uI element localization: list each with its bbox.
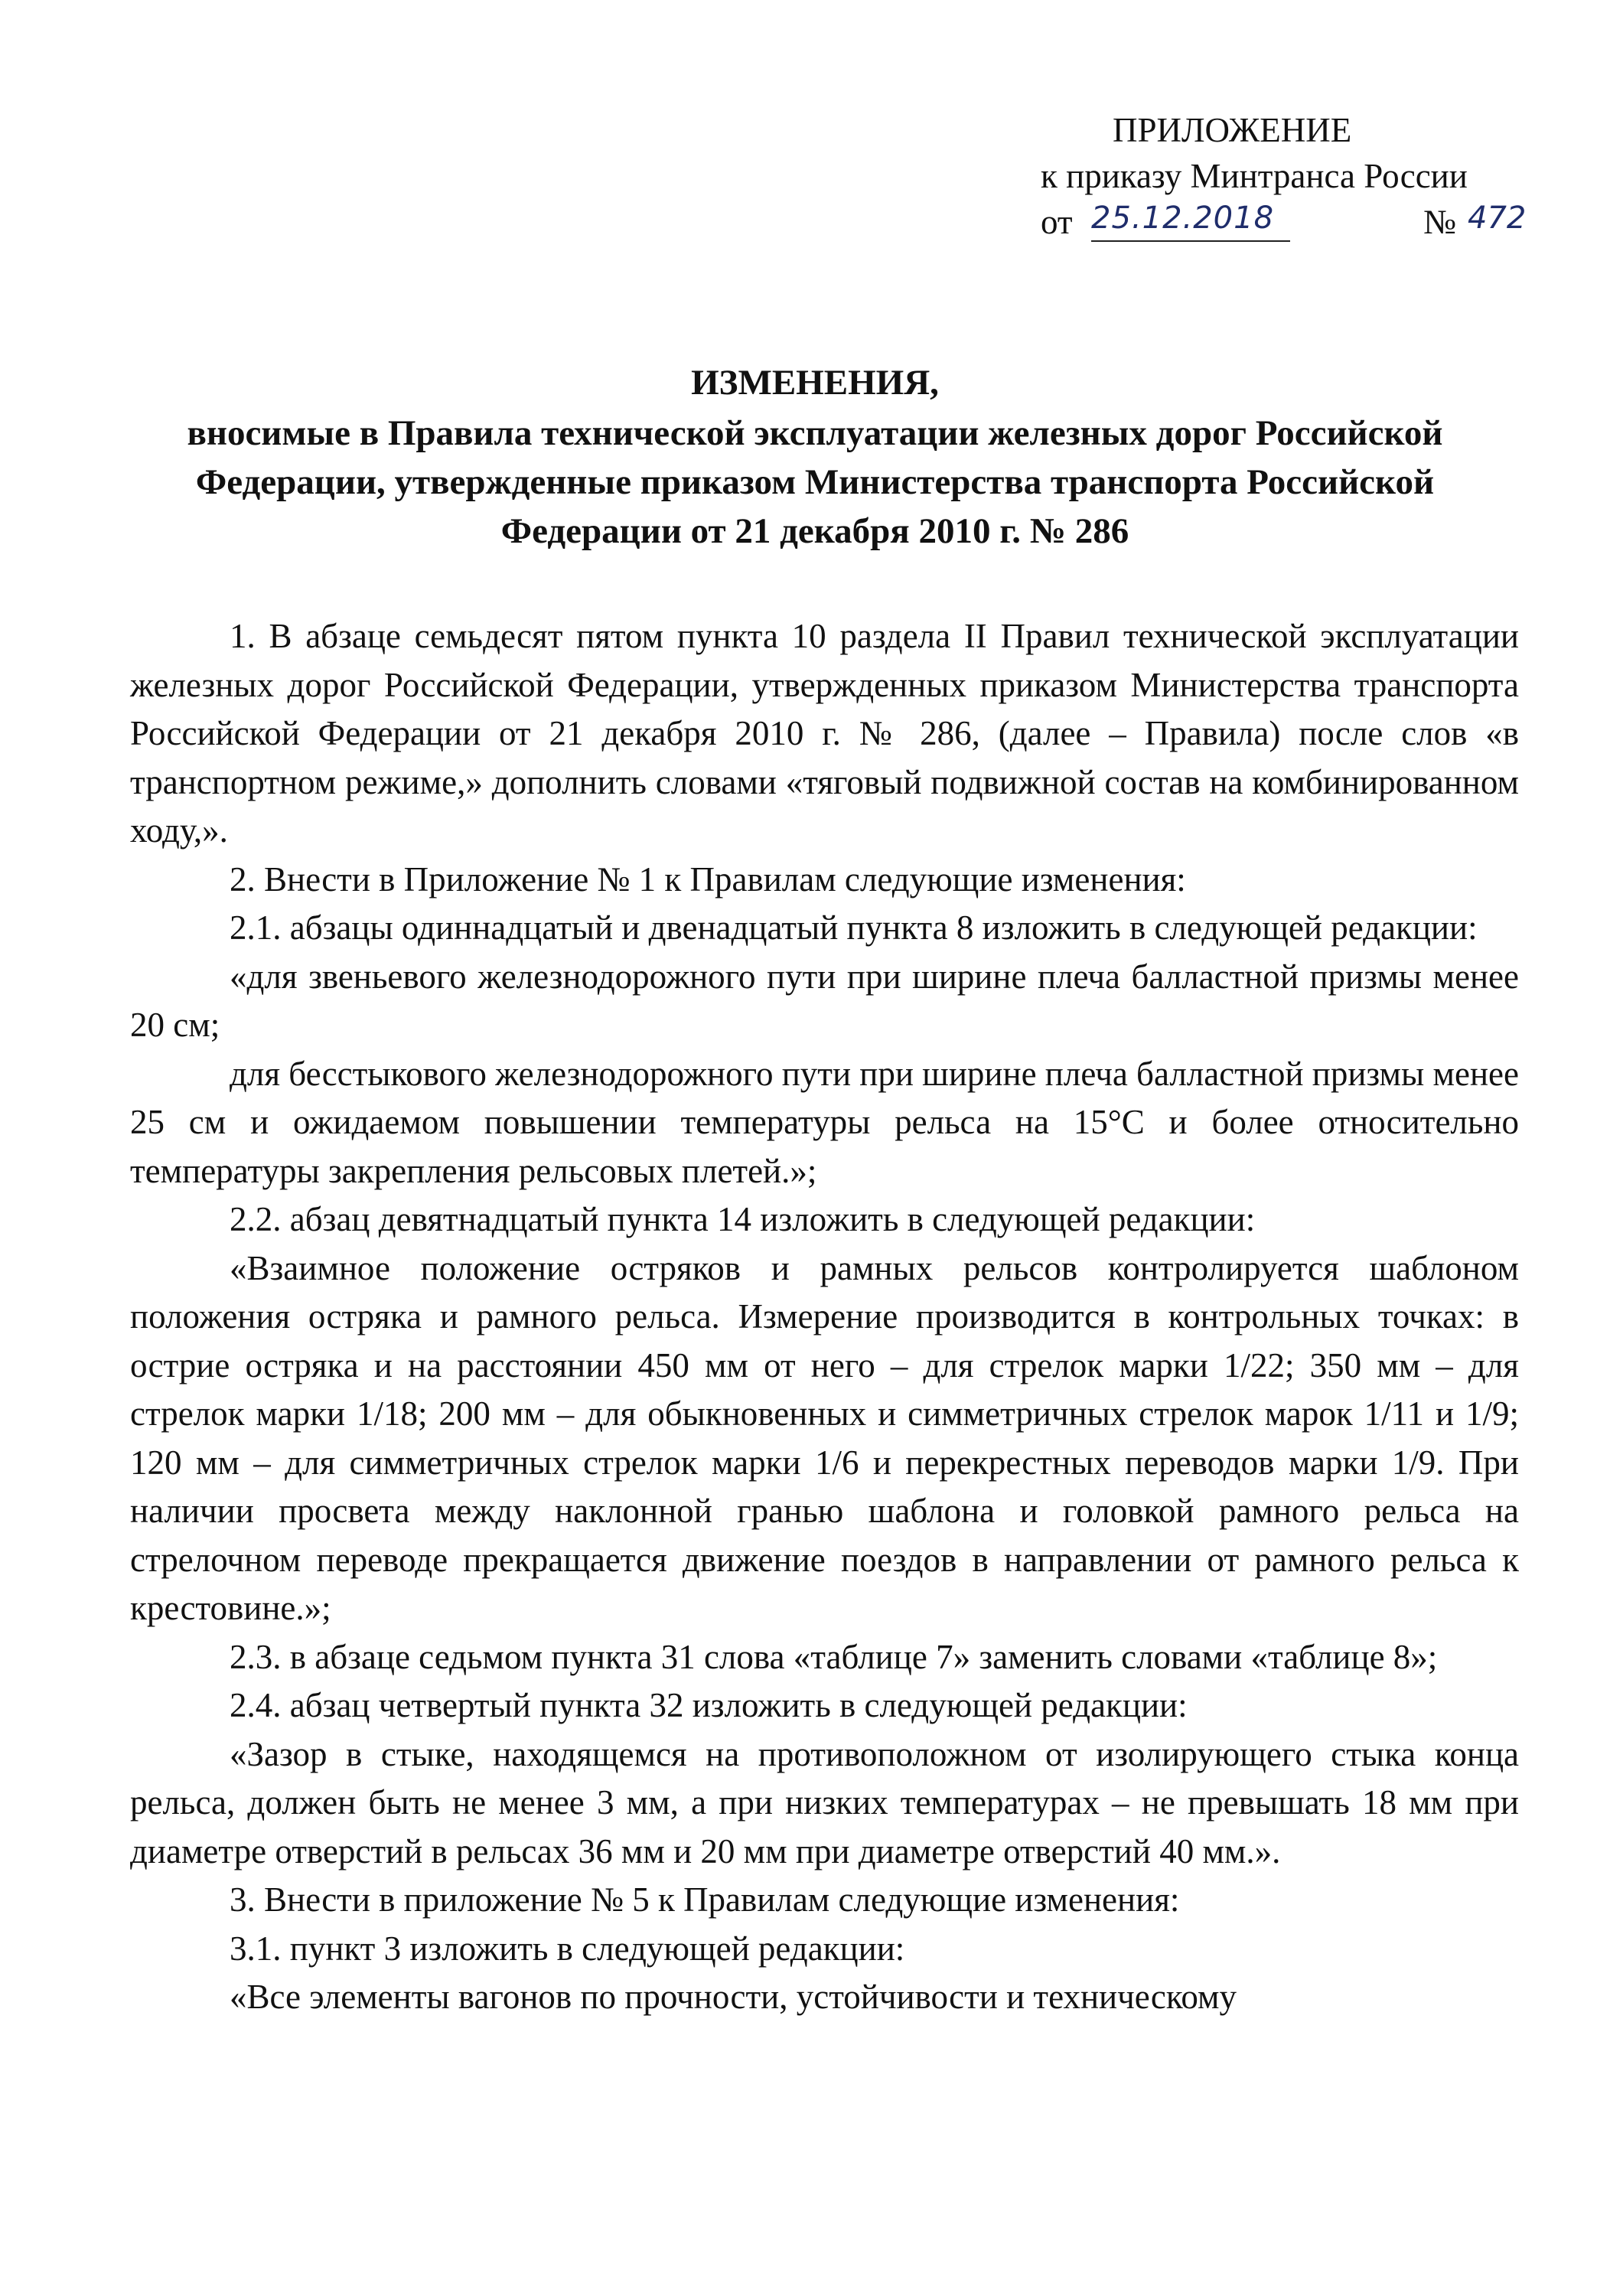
paragraph: «для звеньевого железнодорожного пути при ширине плеча балластной призмы менее 20 см;	[130, 957, 1519, 1044]
paragraph: 2. Внести в Приложение № 1 к Правилам следующие изменения:	[230, 859, 1186, 899]
paragraph: 2.2. абзац девятнадцатый пункта 14 изложить в следующей редакции:	[230, 1200, 1256, 1238]
paragraph: 3. Внести в приложение № 5 к Правилам следующие изменения:	[230, 1880, 1180, 1919]
paragraph: для бесстыкового железнодорожного пути при ширине плеча балластной призмы менее 25 см и ожидаемом повышении температуры рельса на 15°С и более относительно температуры закрепления рельсовых плетей.»;	[130, 1054, 1519, 1190]
appendix-title: ПРИЛОЖЕНИЕ	[1113, 111, 1352, 149]
paragraph: «Все элементы вагонов по прочности, устойчивости и техническому	[230, 1978, 1237, 2016]
document-title	[115, 358, 1515, 556]
paragraph: «Зазор в стыке, находящемся на противоположном от изолирующего стыка конца рельса, должен быть не менее 3 мм, а при низких температурах – не превышать 18 мм при диаметре отверстий в рельсах 36 мм и 20 мм при диаметре отверстий 40 мм.».	[130, 1734, 1519, 1870]
handwritten-number: 472	[1468, 201, 1527, 236]
order-date-number	[1041, 199, 1530, 246]
handwritten-date: 25.12.2018	[1091, 196, 1290, 242]
paragraph: 3.1. пункт 3 изложить в следующей редакции:	[230, 1929, 905, 1968]
number-sign: №	[1423, 203, 1456, 241]
approval-header	[1041, 107, 1530, 246]
paragraph: «Взаимное положение остряков и рамных рельсов контролируется шаблоном положения остряка и рамного рельса. Измерение производится в контрольных точках: в острие остряка и на расстоянии 450 мм от него – для стрелок марки 1/22; 350 мм – для стрелок марки 1/18; 200 мм – для обыкновенных и симметричных стрелок марок 1/11 и 1/9; 120 мм – для симметричных стрелок марки 1/6 и перекрестных переводов марки 1/9. При наличии просвета между наклонной гранью шаблона и головкой рамного рельса на стрелочном переводе прекращается движение поездов в направлении от рамного рельса к крестовине.»;	[130, 1248, 1519, 1627]
document-body	[130, 612, 1519, 2022]
paragraph: 2.4. абзац четвертый пункта 32 изложить в следующей редакции:	[230, 1686, 1188, 1724]
order-reference: к приказу Минтранса России	[1041, 157, 1468, 195]
title-subtitle: вносимые в Правила технической эксплуатации железных дорог Российской Федерации, утвержденные приказом Министерства транспорта Российской Федерации от 21 декабря 2010 г. № 286	[187, 413, 1443, 551]
paragraph: 1. В абзаце семьдесят пятом пункта 10 раздела II Правил технической эксплуатации железных дорог Российской Федерации, утвержденных приказом Министерства транспорта Российской Федерации от 21 декабря 2010 г. № 286, (далее – Правила) после слов «в транспортном режиме,» дополнить словами «тяговый подвижной состав на комбинированном ходу,».	[130, 617, 1519, 850]
title-main: ИЗМЕНЕНИЯ,	[691, 363, 939, 403]
paragraph: 2.3. в абзаце седьмом пункта 31 слова «таблице 7» заменить словами «таблице 8»;	[230, 1637, 1438, 1676]
date-prefix: от	[1041, 203, 1073, 241]
paragraph: 2.1. абзацы одиннадцатый и двенадцатый пункта 8 изложить в следующей редакции:	[230, 908, 1478, 947]
